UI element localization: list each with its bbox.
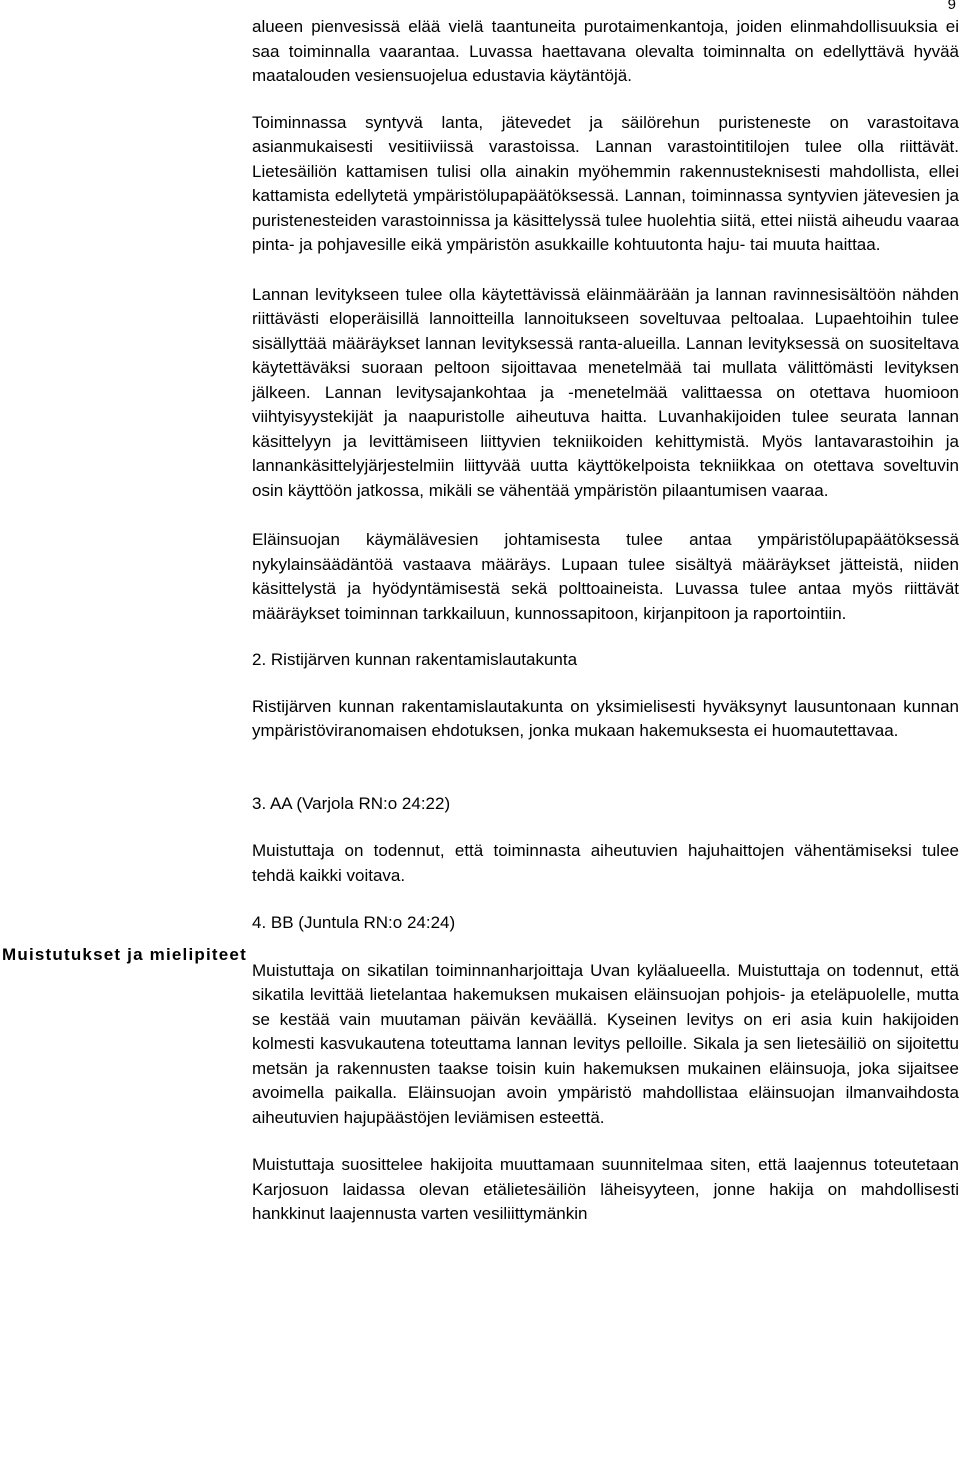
- paragraph-aa-muistutus: Muistuttaja on todennut, että toiminnasta aiheutuvien hajuhaittojen vähentämiseksi tulee tehdä kaikki voitava.: [252, 841, 959, 885]
- paragraph-rakentamislautakunta: Ristijärven kunnan rakentamislautakunta on yksimielisesti hyväksynyt lausuntonaan kunnan ympäristöviranomaisen ehdotuksen, jonka mukaan hakemuksesta ei huomautettavaa.: [252, 696, 959, 740]
- paragraph-bb-muistutus: Muistuttaja on sikatilan toiminnanharjoittaja Uvan kyläalueella. Muistuttaja on todennut, että sikatila levittää lietelantaa hakemuksen mukaisen eläinsuojan pohjois- ja eteläpuolelle, mutta se kestää vain muutaman päivän keväällä. Kyseinen levitys on eri asia kuin hakijoiden kolmesti kasvukautena toteuttama lannan levitys pelloille. Sikala ja sen lietesäiliö on sijoitettu metsän ja rakennusten taakse toisin kuin hakemuksen mukainen eläinsuoja, joka sijaitsee avoimella paikalla. Eläinsuojan avoin ympäristö mahdollistaa eläinsuojan ilmanvaihdosta aiheutuvien hajupäästöjen leviämisen esteettä.: [252, 960, 959, 1127]
- page-number: 9: [947, 0, 956, 13]
- paragraph-lanta-varastointi: Toiminnassa syntyvä lanta, jätevedet ja säilörehun puristeneste on varastoitava asianmukaisesti vesitiiviissä varastoissa. Lannan varastointitilojen tulee olla riittävät. Lietesäiliön kattamisen tulisi olla ainakin myöhemmin rakennusteknisesti mahdollista, ellei kattamista edellytetä ympäristölupapäätöksessä. Lannan, toiminnassa syntyvien jätevesien ja puristenesteiden varastoinnissa ja käsittelyssä tulee huolehtia siitä, ettei niistä aiheudu vaaraa pinta- ja pohjavesille eikä ympäristön asukkaille kohtuutonta haju- tai muuta haittaa.: [252, 112, 959, 254]
- paragraph-bb-suositus: Muistuttaja suosittelee hakijoita muuttamaan suunnitelmaa siten, että laajennus toteutetaan Karjosuon laidassa olevan etälietesäiliön läheisyyteen, jonne hakija on mahdollisesti hankkinut laajennusta varten vesiliittymänkin: [252, 1155, 959, 1223]
- paragraph-kaymalavedet: Eläinsuojan käymälävesien johtamisesta tulee antaa ympäristölupapäätöksessä nykylainsäädäntöä vastaava määräys. Lupaan tulee sisältyä määräykset jätteistä, niiden käsittelystä ja hyödyntämisestä sekä polttoaineista. Luvassa tulee antaa myös riittävät määräykset toiminnan tarkkailuun, kunnossapitoon, kirjanpitoon ja raportointiin.: [252, 530, 959, 623]
- section-heading-bb-juntula: 4. BB (Juntula RN:o 24:24): [252, 913, 456, 932]
- section-heading-aa-varjola: 3. AA (Varjola RN:o 24:22): [252, 793, 451, 813]
- side-heading-muistutukset: Muistutukset ja mielipiteet: [2, 945, 247, 964]
- document-body: [252, 15, 959, 1227]
- paragraph-lannan-levitys: Lannan levitykseen tulee olla käytettävissä eläinmäärään ja lannan ravinnesisältöön nähden riittävästi eloperäisillä lannoitteilla lannoitukseen soveltuvaa peltoalaa. Lupaehtoihin tulee sisällyttää määräykset lannan levityksessä ranta-alueilla. Lannan levityksessä on suositeltava käytettäväksi suoraan peltoon sijoittavaa menetelmää tai mullata välittömästi levityksen jälkeen. Lannan levitysajankohtaa ja -menetelmää valittaessa on otettava huomioon viihtyisyystekijät ja naapuristolle aiheutuva haitta. Luvanhakijoiden tulee seurata lannan käsittelyyn ja levittämiseen liittyvien tekniikoiden kehittymistä. Myös lantavarastoihin ja lannankäsittelyjärjestelmiin liittyvää uutta käyttökelpoista tekniikkaa on otettava soveltuvin osin käyttöön jatkossa, mikäli se vähentää ympäristön pilaantumisen vaaraa.: [252, 284, 959, 500]
- paragraph-purotaimen: alueen pienvesissä elää vielä taantuneita purotaimenkantoja, joiden elinmahdollisuuksia ei saa toiminnalla vaarantaa. Luvassa haettavana olevalta toiminnalta on edellyttävä hyvää maatalouden vesiensuojelua edustavia käytäntöjä.: [252, 17, 959, 85]
- section-heading-rakentamislautakunta: 2. Ristijärven kunnan rakentamislautakunta: [252, 650, 578, 669]
